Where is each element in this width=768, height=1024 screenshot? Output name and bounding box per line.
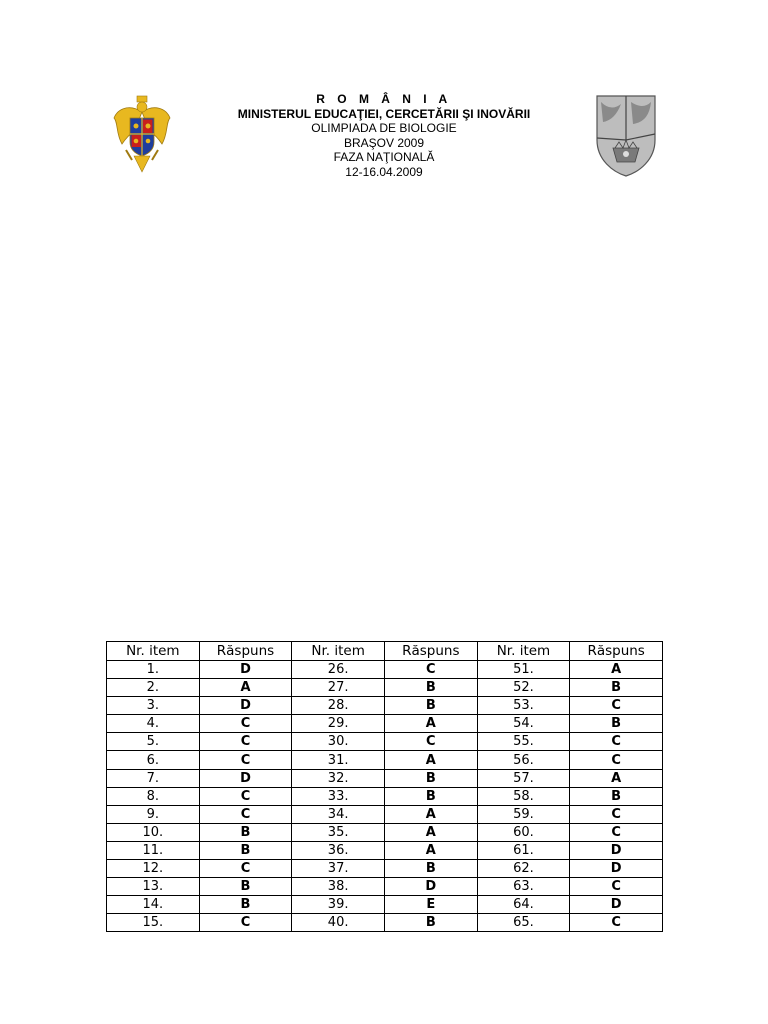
answer-cell: D — [199, 661, 292, 679]
answer-cell: D — [570, 860, 663, 878]
answer-cell: B — [570, 787, 663, 805]
item-number-cell: 1. — [107, 661, 200, 679]
item-number-cell: 9. — [107, 805, 200, 823]
answer-cell: C — [570, 823, 663, 841]
answer-cell: C — [570, 878, 663, 896]
item-number-cell: 32. — [292, 769, 385, 787]
answer-cell: A — [199, 679, 292, 697]
item-number-cell: 4. — [107, 715, 200, 733]
answer-cell: B — [199, 823, 292, 841]
answer-cell: C — [199, 805, 292, 823]
answer-cell: A — [570, 661, 663, 679]
table-row — [107, 841, 663, 859]
answer-cell: C — [570, 697, 663, 715]
answer-cell: B — [199, 841, 292, 859]
answer-cell: C — [199, 751, 292, 769]
answer-table-body — [107, 661, 663, 932]
column-header: Răspuns — [570, 642, 663, 661]
answer-cell: B — [384, 679, 477, 697]
table-row — [107, 715, 663, 733]
item-number-cell: 15. — [107, 914, 200, 932]
answer-cell: D — [384, 878, 477, 896]
table-row — [107, 823, 663, 841]
item-number-cell: 36. — [292, 841, 385, 859]
answer-cell: B — [570, 679, 663, 697]
item-number-cell: 2. — [107, 679, 200, 697]
column-header: Răspuns — [199, 642, 292, 661]
ministry-title: MINISTERUL EDUCAŢIEI, CERCETĂRII ŞI INOVĂRII — [237, 106, 531, 121]
item-number-cell: 34. — [292, 805, 385, 823]
item-number-cell: 59. — [477, 805, 570, 823]
event-title: OLIMPIADA DE BIOLOGIE — [311, 121, 457, 135]
item-number-cell: 28. — [292, 697, 385, 715]
answer-cell: C — [384, 661, 477, 679]
item-number-cell: 51. — [477, 661, 570, 679]
event-location: BRAŞOV 2009 — [343, 135, 425, 150]
answer-cell: E — [384, 896, 477, 914]
answer-cell: B — [570, 715, 663, 733]
answer-cell: A — [384, 715, 477, 733]
event-dates: 12-16.04.2009 — [345, 164, 423, 179]
table-row — [107, 896, 663, 914]
column-header: Nr. item — [107, 642, 200, 661]
item-number-cell: 30. — [292, 733, 385, 751]
item-number-cell: 61. — [477, 841, 570, 859]
item-number-cell: 60. — [477, 823, 570, 841]
item-number-cell: 11. — [107, 841, 200, 859]
item-number-cell: 33. — [292, 787, 385, 805]
answer-cell: D — [570, 896, 663, 914]
item-number-cell: 64. — [477, 896, 570, 914]
item-number-cell: 31. — [292, 751, 385, 769]
item-number-cell: 65. — [477, 914, 570, 932]
item-number-cell: 55. — [477, 733, 570, 751]
column-header: Răspuns — [384, 642, 477, 661]
answer-cell: C — [199, 914, 292, 932]
answer-cell: A — [570, 769, 663, 787]
item-number-cell: 40. — [292, 914, 385, 932]
item-number-cell: 52. — [477, 679, 570, 697]
item-number-cell: 29. — [292, 715, 385, 733]
item-number-cell: 27. — [292, 679, 385, 697]
table-row — [107, 661, 663, 679]
item-number-cell: 14. — [107, 896, 200, 914]
table-row — [107, 878, 663, 896]
answer-cell: B — [199, 896, 292, 914]
event-phase: FAZA NAŢIONALĂ — [333, 150, 435, 164]
item-number-cell: 54. — [477, 715, 570, 733]
item-number-cell: 8. — [107, 787, 200, 805]
item-number-cell: 6. — [107, 751, 200, 769]
answer-key-table — [106, 641, 663, 932]
column-header: Nr. item — [292, 642, 385, 661]
answer-cell: C — [199, 860, 292, 878]
item-number-cell: 3. — [107, 697, 200, 715]
table-header-row — [107, 642, 663, 661]
answer-cell: B — [384, 860, 477, 878]
item-number-cell: 39. — [292, 896, 385, 914]
item-number-cell: 63. — [477, 878, 570, 896]
answer-cell: A — [384, 805, 477, 823]
item-number-cell: 26. — [292, 661, 385, 679]
answer-cell: C — [570, 733, 663, 751]
answer-cell: C — [199, 733, 292, 751]
answer-cell: C — [570, 805, 663, 823]
answer-cell: A — [384, 751, 477, 769]
country-title: R O M Â N I A — [316, 92, 452, 106]
item-number-cell: 37. — [292, 860, 385, 878]
item-number-cell: 62. — [477, 860, 570, 878]
table-row — [107, 751, 663, 769]
item-number-cell: 58. — [477, 787, 570, 805]
answer-cell: C — [199, 787, 292, 805]
answer-cell: D — [199, 769, 292, 787]
answer-cell: B — [199, 878, 292, 896]
table-row — [107, 787, 663, 805]
answer-cell: A — [384, 841, 477, 859]
item-number-cell: 53. — [477, 697, 570, 715]
answer-cell: B — [384, 787, 477, 805]
item-number-cell: 57. — [477, 769, 570, 787]
item-number-cell: 10. — [107, 823, 200, 841]
answer-cell: A — [384, 823, 477, 841]
item-number-cell: 38. — [292, 878, 385, 896]
table-row — [107, 805, 663, 823]
answer-cell: B — [384, 914, 477, 932]
table-row — [107, 733, 663, 751]
answer-cell: B — [384, 697, 477, 715]
table-row — [107, 914, 663, 932]
item-number-cell: 12. — [107, 860, 200, 878]
answer-cell: C — [199, 715, 292, 733]
column-header: Nr. item — [477, 642, 570, 661]
answer-cell: B — [384, 769, 477, 787]
item-number-cell: 7. — [107, 769, 200, 787]
answer-cell: C — [570, 751, 663, 769]
answer-cell: D — [570, 841, 663, 859]
item-number-cell: 5. — [107, 733, 200, 751]
answer-cell: D — [199, 697, 292, 715]
table-row — [107, 860, 663, 878]
item-number-cell: 56. — [477, 751, 570, 769]
table-row — [107, 679, 663, 697]
table-row — [107, 697, 663, 715]
answer-cell: C — [384, 733, 477, 751]
item-number-cell: 35. — [292, 823, 385, 841]
document-header — [0, 92, 768, 179]
table-row — [107, 769, 663, 787]
answer-cell: C — [570, 914, 663, 932]
item-number-cell: 13. — [107, 878, 200, 896]
